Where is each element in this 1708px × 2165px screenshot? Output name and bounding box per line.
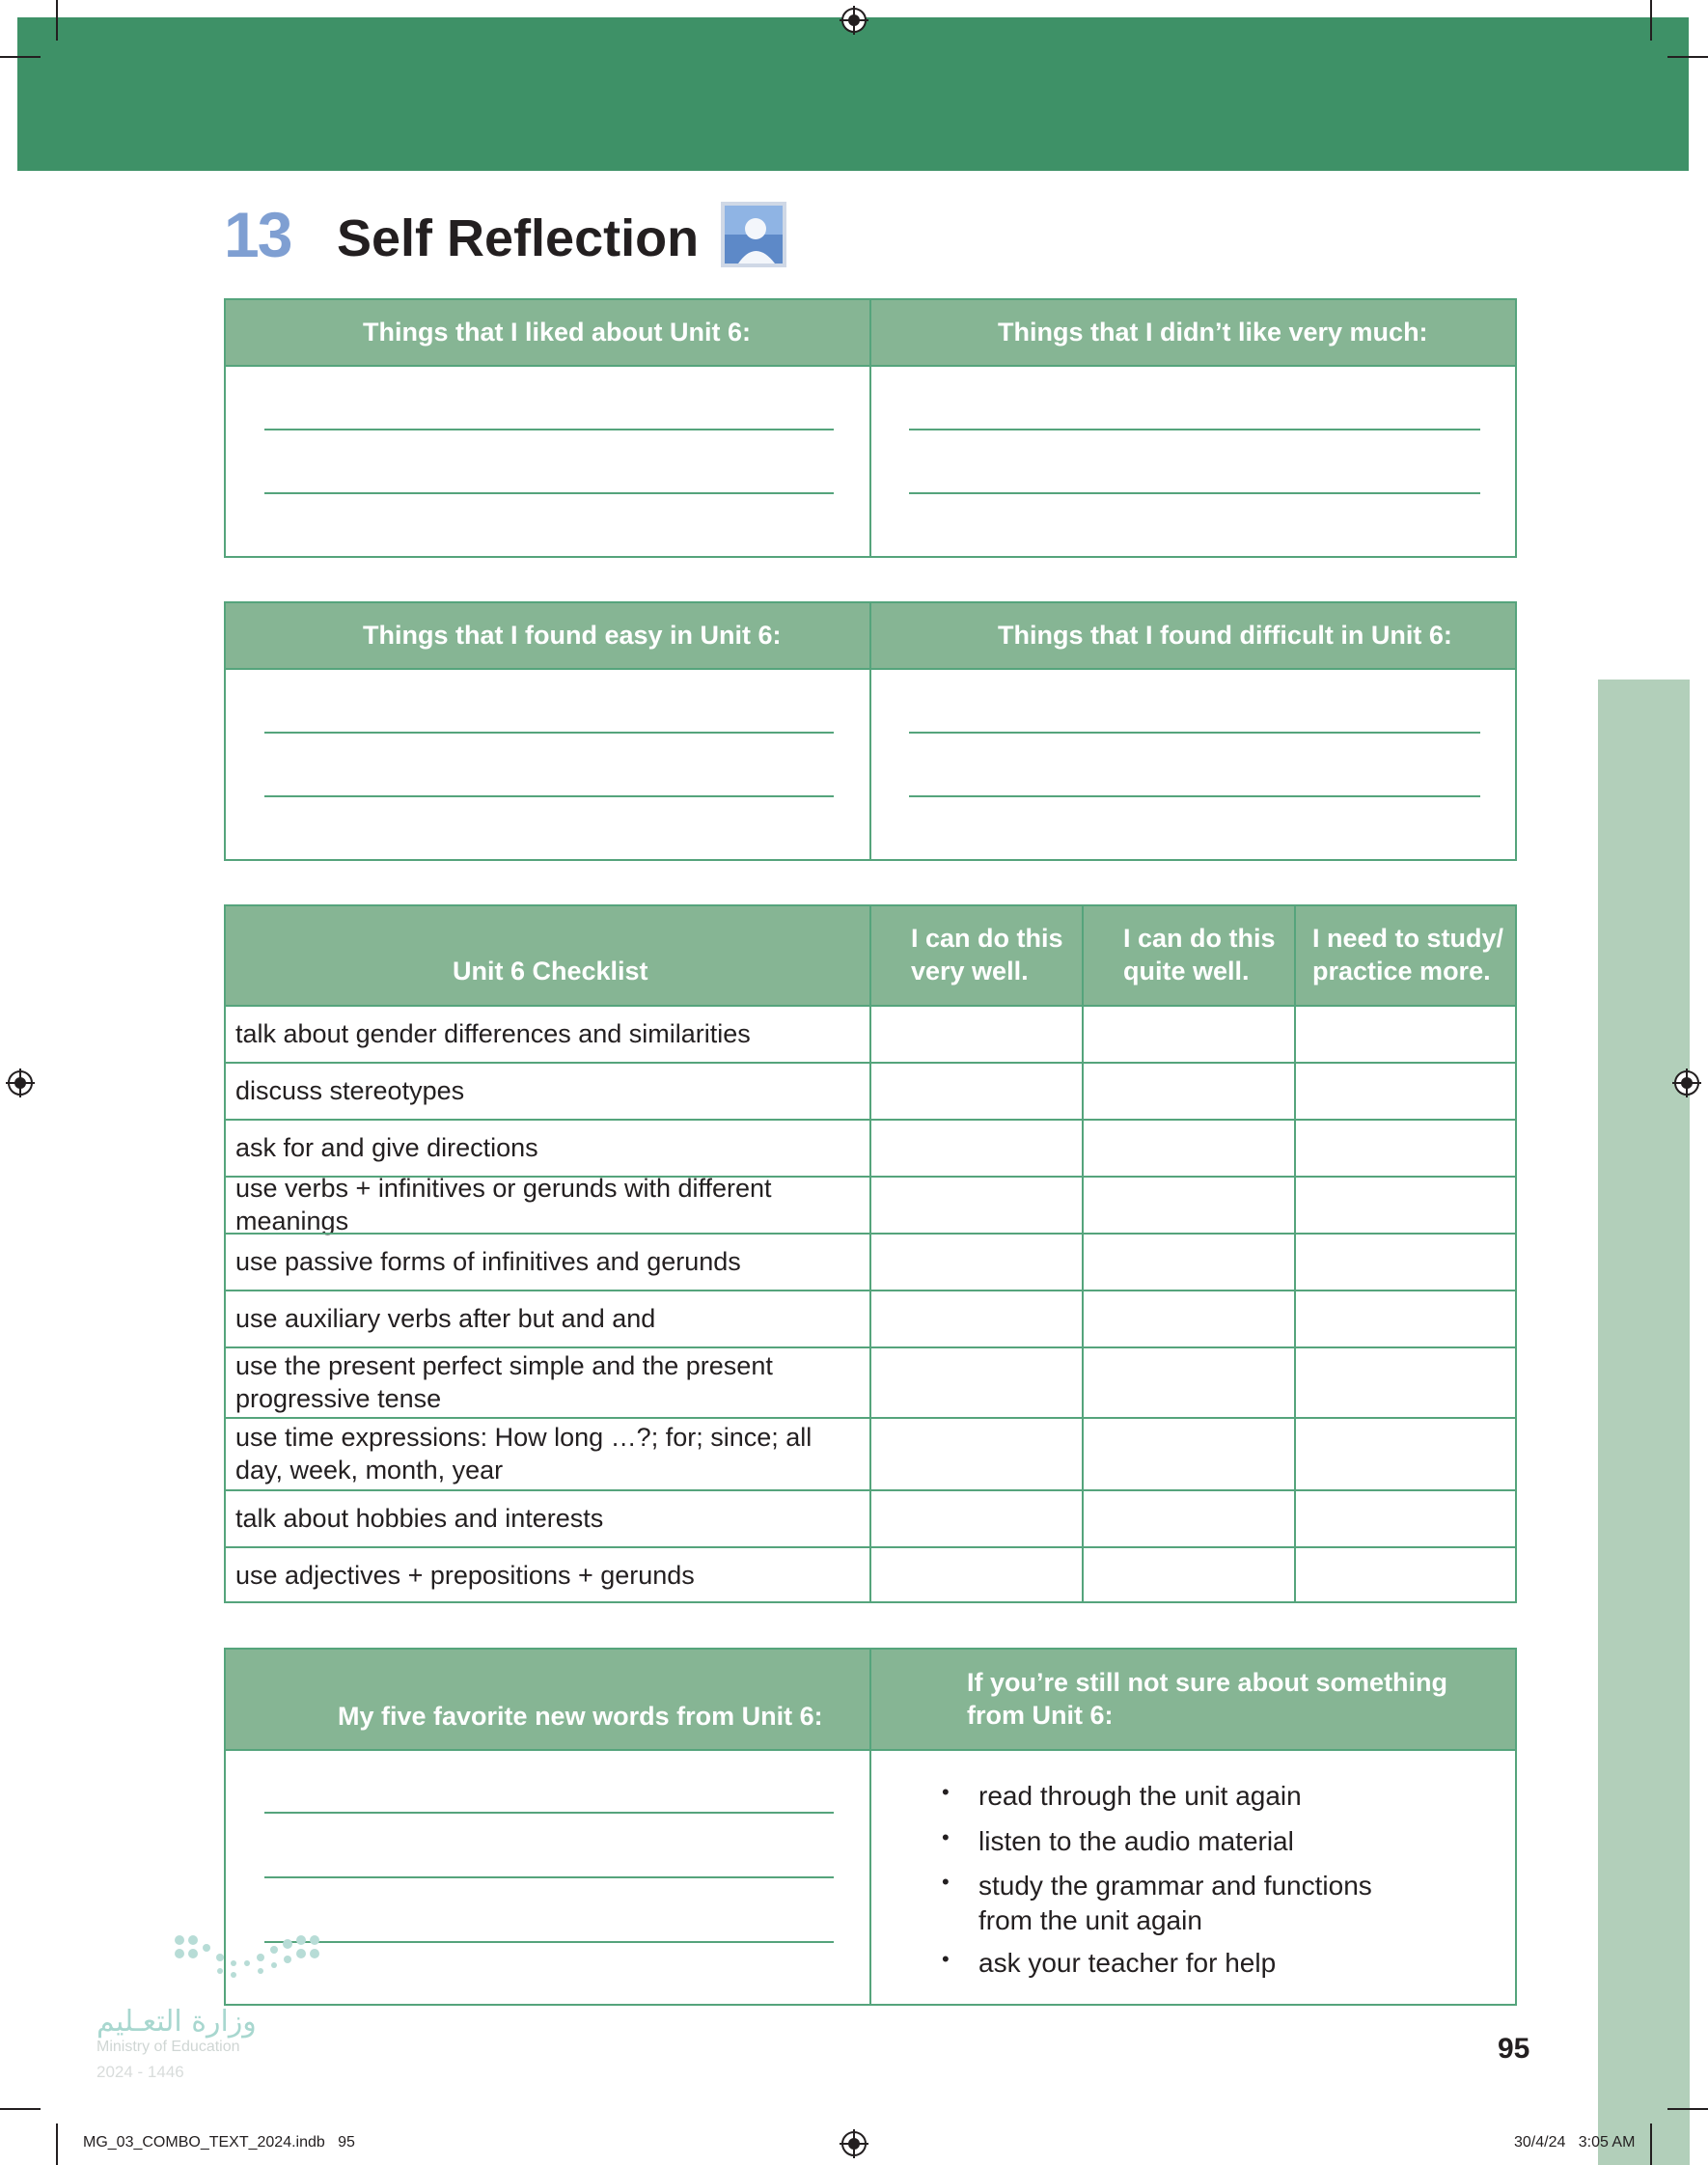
easy-header: Things that I found easy in Unit 6: [363,621,782,650]
checklist-row [226,1417,1515,1489]
skill-label: use the present perfect simple and the present progressive tense [235,1350,773,1413]
write-line[interactable] [909,492,1480,494]
rating-cell[interactable] [871,1548,1082,1603]
rating-cell[interactable] [1296,1121,1515,1176]
write-line[interactable] [909,732,1480,734]
rating-cell[interactable] [1296,1235,1515,1290]
crop-mark [1667,56,1708,58]
reflection-table-likes [224,298,1517,558]
ministry-arabic: وزارة التعـليم [96,2005,257,2039]
rating-cell[interactable] [871,1491,1082,1546]
ministry-english: Ministry of Education [96,2039,240,2055]
rating-cell[interactable] [1084,1491,1294,1546]
rating-cell[interactable] [871,1007,1082,1062]
favorite-words-header: My five favorite new words from Unit 6: [338,1702,823,1731]
tip-item: • read through the unit again [955,1779,1390,1814]
footer-file: MG_03_COMBO_TEXT_2024.indb 95 [83,2134,355,2151]
write-line[interactable] [909,795,1480,797]
rating-cell[interactable] [1296,1064,1515,1119]
tip-item: • listen to the audio material [955,1824,1390,1859]
rating-cell[interactable] [1084,1007,1294,1062]
rating-cell[interactable] [871,1121,1082,1176]
skill-label: use passive forms of infinitives and gerunds [235,1246,741,1276]
tip-text: ask your teacher for help [978,1948,1277,1978]
rating-cell[interactable] [871,1178,1082,1233]
rating-cell[interactable] [1084,1121,1294,1176]
liked-header: Things that I liked about Unit 6: [363,318,751,347]
rating-cell[interactable] [1296,1491,1515,1546]
disliked-header: Things that I didn’t like very much: [998,318,1428,347]
crop-mark [1650,0,1652,41]
checklist-row [226,1346,1515,1417]
rating-cell[interactable] [1084,1348,1294,1417]
rating-cell[interactable] [1296,1291,1515,1346]
page-number: 95 [1498,2033,1530,2065]
registration-mark-icon [6,1069,35,1097]
reflection-table-difficulty [224,601,1517,861]
rating-cell[interactable] [1296,1419,1515,1489]
top-banner [17,17,1689,171]
crop-mark [1650,2123,1652,2165]
column-study-more: I need to study/ practice more. [1312,924,1504,985]
checklist-row [226,1290,1515,1346]
self-reflection-icon [719,200,788,269]
tip-text: listen to the audio material [978,1826,1294,1856]
rating-cell[interactable] [871,1348,1082,1417]
write-line[interactable] [264,732,834,734]
skill-label: use adjectives + prepositions + gerunds [235,1560,695,1590]
tip-text: study the grammar and functions from the unit again [978,1871,1372,1935]
checklist-row [226,1233,1515,1290]
rating-cell[interactable] [871,1419,1082,1489]
registration-mark-icon [840,6,868,35]
footer-timestamp: 30/4/24 3:05 AM [1514,2134,1636,2151]
write-line[interactable] [264,492,834,494]
rating-cell[interactable] [1296,1178,1515,1233]
column-quite-well: I can do this quite well. [1123,924,1276,985]
rating-cell[interactable] [1084,1178,1294,1233]
rating-cell[interactable] [1084,1419,1294,1489]
rating-cell[interactable] [871,1291,1082,1346]
rating-cell[interactable] [1084,1064,1294,1119]
unit-checklist-table [224,904,1517,1603]
skill-label: use time expressions: How long …?; for; since; all day, week, month, year [235,1422,813,1485]
write-line[interactable] [909,429,1480,430]
rating-cell[interactable] [1084,1235,1294,1290]
checklist-row [226,1173,1515,1235]
ministry-year: 2024 - 1446 [96,2063,184,2081]
skill-label: use verbs + infinitives or gerunds with different meanings [235,1173,772,1235]
crop-mark [0,56,41,58]
crop-mark [56,2123,58,2165]
tip-item: • ask your teacher for help [955,1946,1390,1981]
skill-label: use auxiliary verbs after but and and [235,1303,656,1333]
registration-mark-icon [840,2129,868,2158]
column-very-well: I can do this very well. [911,924,1063,985]
rating-cell[interactable] [1296,1348,1515,1417]
checklist-title: Unit 6 Checklist [453,956,648,985]
rating-cell[interactable] [871,1235,1082,1290]
skill-label: discuss stereotypes [235,1075,465,1105]
checklist-row [226,1546,1515,1603]
crop-mark [1667,2108,1708,2110]
skill-label: talk about gender differences and similarities [235,1018,751,1048]
tip-item: • study the grammar and functions from the unit again [955,1869,1390,1938]
tip-text: read through the unit again [978,1781,1302,1811]
skill-label: talk about hobbies and interests [235,1503,604,1533]
help-header: If you’re still not sure about something from Unit 6: [967,1667,1448,1730]
exercise-number: 13 [224,199,291,270]
rating-cell[interactable] [871,1064,1082,1119]
registration-mark-icon [1672,1069,1701,1097]
checklist-row [226,1062,1515,1119]
checklist-row [226,1489,1515,1546]
checklist-row [226,1119,1515,1176]
rating-cell[interactable] [1296,1548,1515,1603]
write-line[interactable] [264,1876,834,1878]
checklist-row [226,1005,1515,1062]
write-line[interactable] [264,1941,834,1943]
rating-cell[interactable] [1084,1291,1294,1346]
write-line[interactable] [264,429,834,430]
rating-cell[interactable] [1084,1548,1294,1603]
crop-mark [56,0,58,41]
side-band [1598,680,1690,2165]
skill-label: ask for and give directions [235,1132,538,1162]
page-title: Self Reflection [337,209,700,267]
write-line[interactable] [264,795,834,797]
write-line[interactable] [264,1812,834,1814]
crop-mark [0,2108,41,2110]
difficult-header: Things that I found difficult in Unit 6: [998,621,1452,650]
rating-cell[interactable] [1296,1007,1515,1062]
